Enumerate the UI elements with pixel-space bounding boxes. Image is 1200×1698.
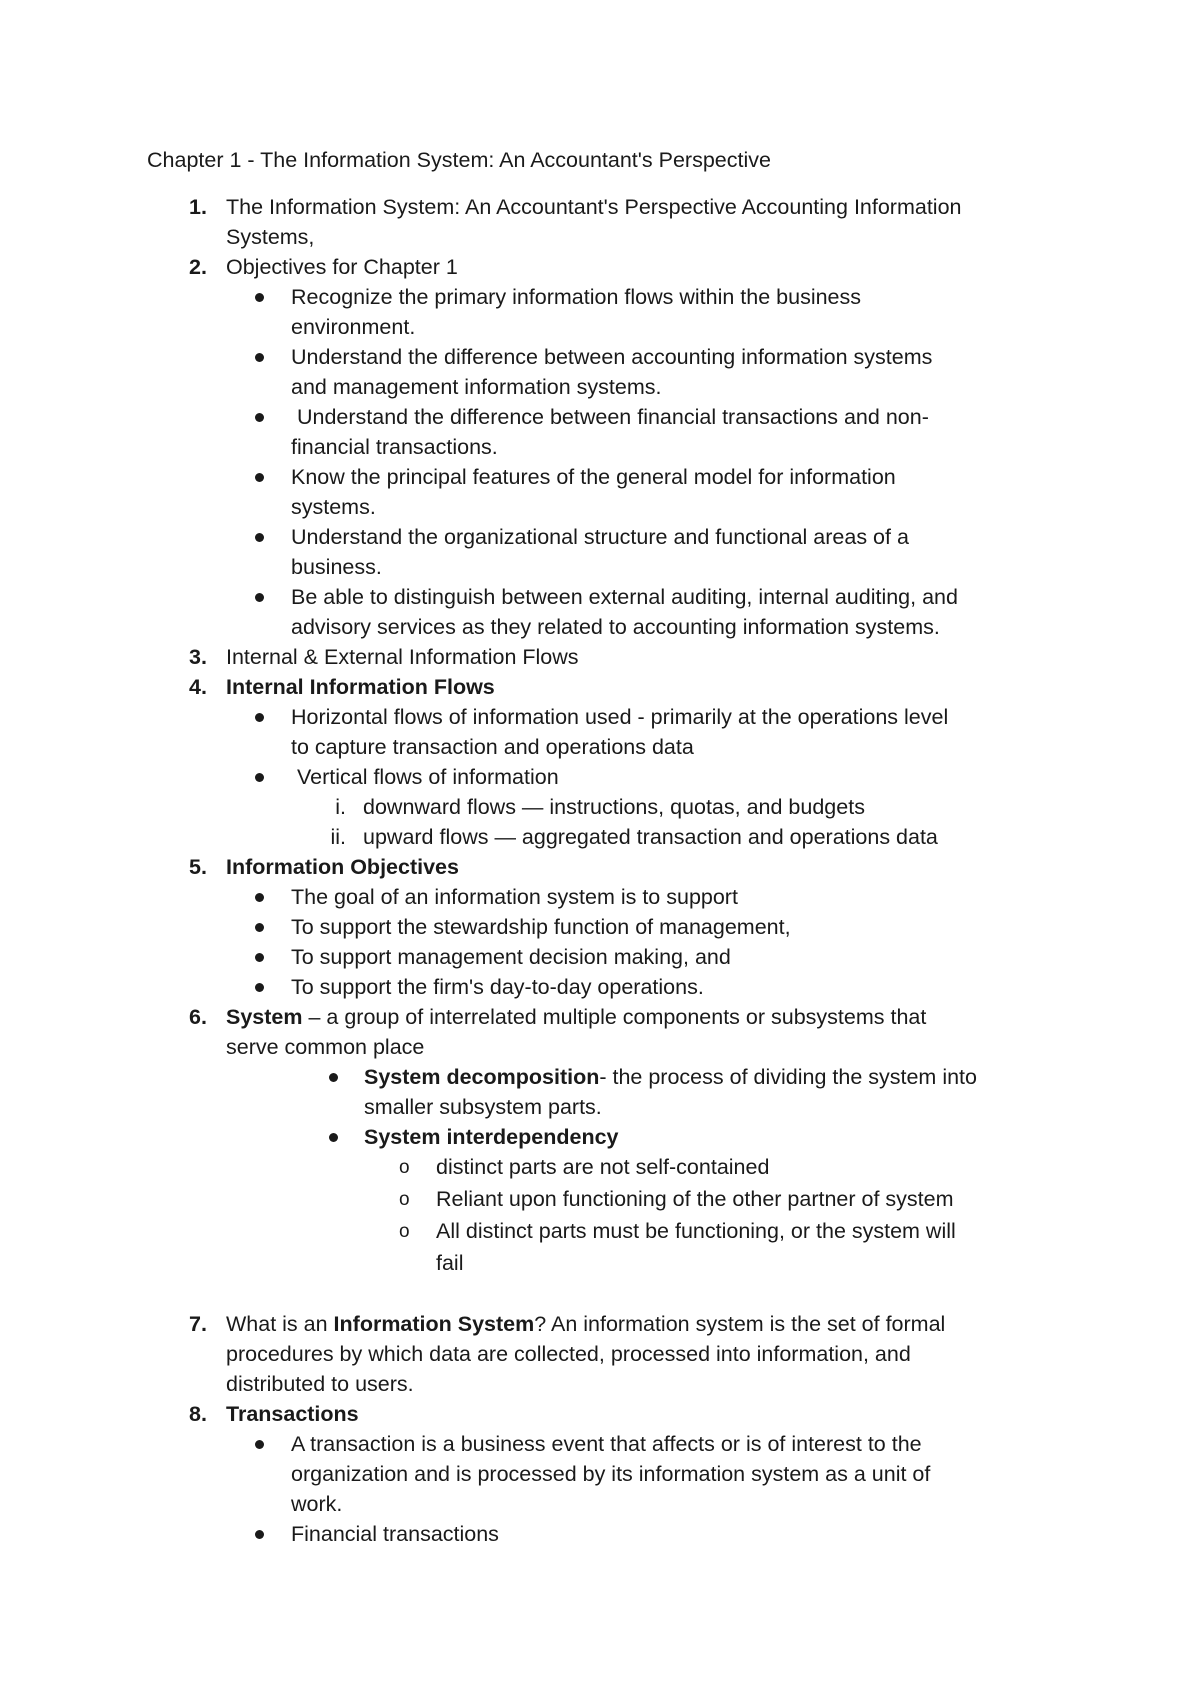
bullet-icon [255,1530,264,1539]
item-number: 4. [189,675,207,699]
o-bullet-text: distinct parts are not self-contained [436,1155,770,1179]
roman-text: downward flows — instructions, quotas, and budgets [363,795,865,819]
bullet-text: environment. [291,315,416,339]
circle-bullet-icon: o [399,1221,410,1242]
bullet-text: Recognize the primary information flows within the business [291,285,862,309]
bullet-text: The goal of an information system is to support [291,885,738,909]
item-text: Objectives for Chapter 1 [226,255,458,279]
bullet-text: To support the firm's day-to-day operations. [291,975,704,999]
roman-marker: ii. [330,825,346,849]
bullet-text: systems. [291,495,376,519]
item-text-pre: What is an [226,1312,334,1336]
bullet-text: organization and is processed by its information system as a unit of [291,1462,931,1486]
circle-bullet-icon: o [399,1189,410,1210]
item-number: 2. [189,255,207,279]
bullet-icon [255,473,264,482]
sub-bullet-text [364,1062,977,1092]
bullet-icon [255,353,264,362]
item-term: Information System [333,1312,535,1336]
bullet-text: Know the principal features of the general model for information [291,465,896,489]
bullet-text: Understand the organizational structure and functional areas of a [291,525,909,549]
item-text: Systems, [226,225,315,249]
bullet-text: Be able to distinguish between external auditing, internal auditing, and [291,585,958,609]
o-bullet-text: All distinct parts must be functioning, or the system will [436,1219,956,1243]
bullet-icon [255,533,264,542]
bullet-text: To support management decision making, and [291,945,731,969]
bullet-text: A transaction is a business event that affects or is of interest to the [291,1432,922,1456]
circle-bullet-icon: o [399,1157,410,1178]
item-text [226,1002,926,1032]
item-text-post: ? An information system is the set of formal [534,1312,946,1336]
bullet-text: Understand the difference between financial transactions and non- [291,405,929,429]
item-text [226,1309,945,1339]
item-text: The Information System: An Accountant's Perspective Accounting Information [226,195,962,219]
sub-term: System decomposition [364,1065,600,1089]
item-number: 7. [189,1312,207,1336]
bullet-text: business. [291,555,382,579]
bullet-icon [255,413,264,422]
item-text: distributed to users. [226,1372,414,1396]
bullet-text: To support the stewardship function of management, [291,915,791,939]
bullet-text: Horizontal flows of information used - primarily at the operations level [291,705,949,729]
item-number: 5. [189,855,207,879]
bullet-icon [255,953,264,962]
roman-marker: i. [335,795,346,819]
sub-text-rest: - the process of dividing the system into [599,1065,977,1089]
bullet-icon [255,293,264,302]
item-number: 3. [189,645,207,669]
bullet-icon [255,773,264,782]
bullet-icon [255,983,264,992]
bullet-icon [255,923,264,932]
item-heading: Transactions [226,1402,359,1426]
bullet-text: and management information systems. [291,375,662,399]
bullet-text: to capture transaction and operations data [291,735,694,759]
page-title: Chapter 1 - The Information System: An Accountant's Perspective [147,148,771,172]
item-term: System [226,1005,303,1029]
bullet-icon [329,1133,338,1142]
item-text-rest: – a group of interrelated multiple components or subsystems that [302,1005,927,1029]
o-bullet-text: fail [436,1251,464,1275]
item-text: serve common place [226,1035,425,1059]
item-number: 1. [189,195,207,219]
sub-term: System interdependency [364,1125,619,1149]
sub-bullet-text: smaller subsystem parts. [364,1095,602,1119]
bullet-icon [255,1440,264,1449]
item-heading: Internal Information Flows [226,675,495,699]
bullet-icon [329,1073,338,1082]
bullet-icon [255,893,264,902]
bullet-text: Understand the difference between accounting information systems [291,345,933,369]
bullet-text: advisory services as they related to accounting information systems. [291,615,940,639]
item-number: 8. [189,1402,207,1426]
item-text: Internal & External Information Flows [226,645,579,669]
roman-text: upward flows — aggregated transaction and operations data [363,825,938,849]
bullet-text: Financial transactions [291,1522,499,1546]
sub-bullet-text [364,1122,619,1152]
bullet-text: work. [291,1492,343,1516]
bullet-text: financial transactions. [291,435,498,459]
bullet-icon [255,713,264,722]
o-bullet-text: Reliant upon functioning of the other partner of system [436,1187,954,1211]
item-heading: Information Objectives [226,855,459,879]
bullet-icon [255,593,264,602]
item-text: procedures by which data are collected, processed into information, and [226,1342,911,1366]
item-number: 6. [189,1005,207,1029]
bullet-text: Vertical flows of information [291,765,559,789]
